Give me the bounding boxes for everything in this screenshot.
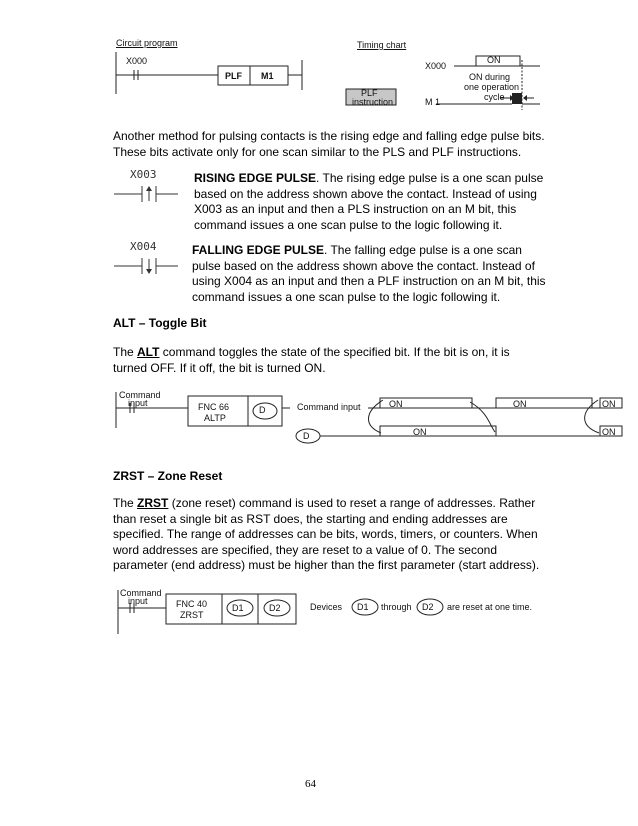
zrst-p-pre: The [113,496,138,510]
zrst-line-5: parameter (end address) must be higher than the first parameter (start address). [113,558,540,572]
plf-figure [0,0,638,120]
falling-edge-line-3: using X004 as an input and then a PLF instruction on an M bit, this [192,274,546,288]
alt-device-label: D [259,405,266,415]
intro-paragraph [113,129,583,160]
falling-contact-label: X004 [130,240,157,253]
zrst-d2-label: D2 [269,603,281,613]
zrst-through-label: through [381,602,412,612]
alt-fnc-number: FNC 66 [198,402,230,412]
timing-m1-label: M 1 [425,97,441,107]
alt-paragraph [113,345,583,376]
rising-edge-text-1: . The rising edge pulse is a one scan pulse [316,171,544,185]
alt-on-1: ON [389,399,403,409]
intro-line-2: These bits activate only for one scan similar to the PLS and PLF instructions. [113,144,522,159]
falling-edge-line-2: pulse based on the address shown above the contact. Instead of [192,258,535,273]
timing-x000-label: X000 [425,61,447,71]
zrst-paragraph [113,496,593,574]
zrst-command: ZRST [137,496,169,510]
rising-edge-title: RISING EDGE PULSE [194,171,317,185]
zrst-d1-label: D1 [232,603,244,613]
zrst-command-input-line1: Command [120,588,162,598]
zrst-devices-label: Devices [310,602,343,612]
intro-line-1: Another method for pulsing contacts is the rising edge and falling edge pulse bits. [113,129,545,143]
alt-on-4: ON [413,427,427,437]
alt-on-3: ON [602,399,616,409]
on-during-line2: one operation [464,82,520,92]
zrst-figure [0,586,638,636]
page-number: 64 [305,778,316,790]
zrst-reset-label: are reset at one time. [447,602,533,612]
plf-ladder-diagram [0,0,638,120]
alt-p-post: command toggles the state of the specified bit. If the bit is on, it is [159,345,510,359]
circuit-program-label: Circuit program [116,38,178,48]
plf-instruction-line2: instruction [352,97,394,107]
falling-edge-symbol [112,240,182,280]
on-during-line3: cycle [484,92,505,102]
zrst-line-3: specified. The range of addresses can be bits, words, timers, or counters. When [113,527,538,541]
zrst-fnc-name: ZRST [180,610,204,620]
falling-edge-line-4: command issues a one scan pulse to the logic following it. [192,289,501,304]
alt-on-2: ON [513,399,527,409]
zrst-line-4: word addresses are specified, they are reset to a value of 0. The second [113,542,497,557]
alt-p-pre: The [113,345,138,359]
alt-on-5: ON [602,427,616,437]
rising-edge-text [194,171,584,233]
alt-command-input-line1: Command [119,390,161,400]
falling-edge-text [192,243,587,305]
plf-box-label: PLF [225,71,242,81]
zrst-p-post: (zone reset) command is used to reset a range of addresses. Rather [168,496,536,510]
alt-heading: ALT – Toggle Bit [113,316,207,330]
falling-edge-contact-icon [112,240,182,280]
rising-edge-line-2: based on the address shown above the contact. Instead of using [194,186,537,201]
rising-edge-line-4: command issues a one scan pulse to the logic following it. [194,217,503,232]
zrst-heading: ZRST – Zone Reset [113,469,223,483]
on-during-line1: ON during [469,72,511,82]
alt-command-input-timing-label: Command input [297,402,361,412]
rising-contact-label: X003 [130,168,157,181]
zrst-d1-note: D1 [357,602,369,612]
alt-command: ALT [137,345,160,359]
falling-edge-text-1: . The falling edge pulse is a one scan [324,243,522,257]
falling-edge-title: FALLING EDGE PULSE [192,243,325,257]
rising-edge-contact-icon [112,168,182,208]
zrst-line-2: than reset a single bit as RST does, the starting and ending addresses are [113,511,508,526]
x000-contact-label: X000 [126,56,148,66]
alt-command-input-line2: input [128,398,148,408]
timing-on-label: ON [487,55,501,65]
rising-edge-symbol [112,168,182,208]
plf-instruction-line1: PLF [361,88,378,98]
m1-box-label: M1 [261,71,274,81]
alt-figure [0,388,638,448]
alt-d-timing-label: D [303,431,310,441]
rising-edge-line-3: X003 as an input and then a PLS instruction on an M bit, this [194,202,517,216]
zrst-d2-note: D2 [422,602,434,612]
zrst-command-input-line2: input [128,596,148,606]
alt-fnc-name: ALTP [204,413,226,423]
zrst-fnc-number: FNC 40 [176,599,208,609]
alt-line-2: turned OFF. If it off, the bit is turned ON. [113,360,326,375]
timing-chart-label: Timing chart [357,40,407,50]
